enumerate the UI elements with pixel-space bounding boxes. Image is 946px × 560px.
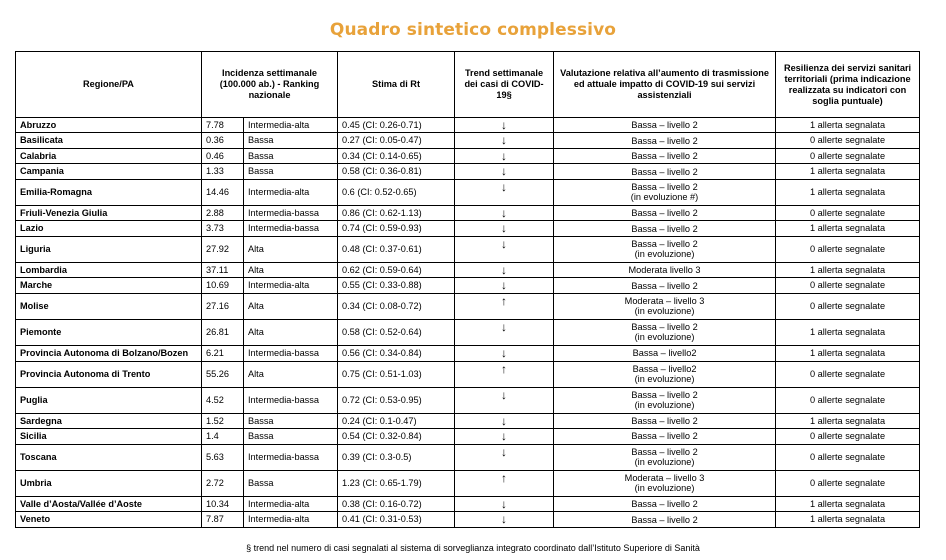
resilienza-cell: 0 allerte segnalate (776, 133, 920, 148)
rt-cell: 0.41 (CI: 0.31-0.53) (338, 512, 455, 528)
trend-arrow-icon: ↓ (455, 221, 554, 236)
valutazione-level: Bassa – livello 2 (631, 514, 698, 525)
page-title: Quadro sintetico complessivo (329, 20, 617, 40)
valutazione-cell (554, 387, 776, 413)
header-resilienza: Resilienza dei servizi sanitari territoriali (prima indicazione realizzata su indicatori con soglia puntuale) (776, 52, 920, 118)
valutazione-level: Bassa – livello2 (632, 364, 697, 375)
incidence-level-cell: Intermedia-alta (244, 118, 338, 133)
incidence-value-cell: 1.4 (202, 429, 244, 444)
incidence-value-cell: 5.63 (202, 444, 244, 470)
incidence-level-cell: Intermedia-bassa (244, 346, 338, 361)
valutazione-cell (554, 496, 776, 511)
resilienza-cell: 0 allerte segnalate (776, 236, 920, 262)
valutazione-note: (in evoluzione) (634, 374, 695, 385)
trend-arrow-icon: ↓ (455, 262, 554, 277)
valutazione-level: Bassa – livello 2 (631, 280, 698, 291)
resilienza-cell: 0 allerte segnalate (776, 293, 920, 319)
valutazione-cell (554, 470, 776, 496)
resilienza-cell: 0 allerte segnalate (776, 444, 920, 470)
valutazione-cell (554, 148, 776, 163)
rt-cell: 0.45 (CI: 0.26-0.71) (338, 118, 455, 133)
resilienza-cell: 0 allerte segnalate (776, 387, 920, 413)
valutazione-cell (554, 429, 776, 444)
region-cell: Provincia Autonoma di Trento (16, 361, 202, 387)
region-cell: Emilia-Romagna (16, 179, 202, 205)
resilienza-cell: 1 allerta segnalata (776, 512, 920, 528)
rt-cell: 0.86 (CI: 0.62-1.13) (338, 205, 455, 220)
incidence-level-cell: Alta (244, 236, 338, 262)
resilienza-cell: 1 allerta segnalata (776, 496, 920, 511)
footnote: § trend nel numero di casi segnalati al sistema di sorveglianza integrato coordinato dall’Istituto Superiore di Sanità (246, 543, 700, 553)
table-row (16, 205, 920, 220)
valutazione-level: Bassa – livello 2 (631, 499, 698, 510)
region-cell: Umbria (16, 470, 202, 496)
table-row (16, 133, 920, 148)
rt-cell: 0.74 (CI: 0.59-0.93) (338, 221, 455, 236)
trend-arrow-icon: ↓ (455, 444, 554, 470)
valutazione-cell (554, 346, 776, 361)
table-row (16, 278, 920, 293)
region-cell: Provincia Autonoma di Bolzano/Bozen (16, 346, 202, 361)
region-cell: Valle d’Aosta/Vallée d’Aoste (16, 496, 202, 511)
rt-cell: 0.72 (CI: 0.53-0.95) (338, 387, 455, 413)
valutazione-level: Bassa – livello 2 (631, 120, 698, 131)
region-cell: Sicilia (16, 429, 202, 444)
valutazione-level: Bassa – livello 2 (631, 151, 698, 162)
valutazione-note: (in evoluzione) (634, 306, 695, 317)
region-cell: Piemonte (16, 319, 202, 345)
incidence-level-cell: Bassa (244, 429, 338, 444)
resilienza-cell: 1 allerta segnalata (776, 413, 920, 428)
incidence-level-cell: Intermedia-bassa (244, 221, 338, 236)
rt-cell: 0.39 (CI: 0.3-0.5) (338, 444, 455, 470)
valutazione-level: Bassa – livello 2 (631, 416, 698, 426)
region-cell: Toscana (16, 444, 202, 470)
valutazione-level: Bassa – livello 2 (631, 431, 698, 442)
trend-arrow-icon: ↑ (455, 470, 554, 496)
summary-table (15, 51, 920, 528)
trend-arrow-icon: ↑ (455, 361, 554, 387)
valutazione-cell (554, 319, 776, 345)
rt-cell: 0.56 (CI: 0.34-0.84) (338, 346, 455, 361)
table-row (16, 429, 920, 444)
incidence-value-cell: 1.52 (202, 413, 244, 428)
region-cell: Liguria (16, 236, 202, 262)
valutazione-level: Bassa – livello 2 (631, 239, 698, 250)
incidence-level-cell: Alta (244, 262, 338, 277)
incidence-value-cell: 10.34 (202, 496, 244, 511)
trend-arrow-icon: ↓ (455, 512, 554, 528)
incidence-value-cell: 0.46 (202, 148, 244, 163)
trend-arrow-icon: ↓ (455, 179, 554, 205)
table-row (16, 179, 920, 205)
valutazione-cell (554, 361, 776, 387)
valutazione-cell (554, 236, 776, 262)
valutazione-note: (in evoluzione #) (630, 192, 699, 203)
table-row (16, 262, 920, 277)
valutazione-level: Bassa – livello 2 (631, 208, 698, 219)
resilienza-cell: 1 allerta segnalata (776, 319, 920, 345)
valutazione-cell (554, 512, 776, 528)
rt-cell: 0.48 (CI: 0.37-0.61) (338, 236, 455, 262)
resilienza-cell: 1 allerta segnalata (776, 221, 920, 236)
valutazione-note: (in evoluzione) (634, 400, 695, 411)
rt-cell: 0.75 (CI: 0.51-1.03) (338, 361, 455, 387)
valutazione-note: (in evoluzione) (634, 457, 695, 468)
rt-cell: 0.34 (CI: 0.08-0.72) (338, 293, 455, 319)
incidence-value-cell: 1.33 (202, 164, 244, 179)
incidence-level-cell: Alta (244, 319, 338, 345)
incidence-value-cell: 3.73 (202, 221, 244, 236)
table-row (16, 164, 920, 179)
valutazione-cell (554, 221, 776, 236)
valutazione-cell (554, 444, 776, 470)
table-row (16, 346, 920, 361)
table-row (16, 361, 920, 387)
resilienza-cell: 1 allerta segnalata (776, 179, 920, 205)
trend-arrow-icon: ↓ (455, 496, 554, 511)
valutazione-level: Bassa – livello2 (632, 348, 697, 359)
rt-cell: 0.54 (CI: 0.32-0.84) (338, 429, 455, 444)
table-row (16, 221, 920, 236)
trend-arrow-icon: ↓ (455, 148, 554, 163)
valutazione-level: Bassa – livello 2 (631, 182, 698, 193)
rt-cell: 0.38 (CI: 0.16-0.72) (338, 496, 455, 511)
incidence-level-cell: Bassa (244, 164, 338, 179)
region-cell: Campania (16, 164, 202, 179)
resilienza-cell: 0 allerte segnalate (776, 278, 920, 293)
resilienza-cell: 0 allerte segnalate (776, 361, 920, 387)
table-row (16, 148, 920, 163)
table-row (16, 512, 920, 528)
incidence-value-cell: 0.36 (202, 133, 244, 148)
incidence-value-cell: 27.92 (202, 236, 244, 262)
incidence-level-cell: Alta (244, 293, 338, 319)
table-row (16, 118, 920, 133)
rt-cell: 0.6 (CI: 0.52-0.65) (338, 179, 455, 205)
trend-arrow-icon: ↓ (455, 205, 554, 220)
rt-cell: 0.58 (CI: 0.36-0.81) (338, 164, 455, 179)
incidence-value-cell: 7.78 (202, 118, 244, 133)
table-row (16, 470, 920, 496)
valutazione-cell (554, 118, 776, 133)
table-row (16, 236, 920, 262)
resilienza-cell: 1 allerta segnalata (776, 164, 920, 179)
table-row (16, 387, 920, 413)
trend-arrow-icon: ↓ (455, 236, 554, 262)
region-cell: Molise (16, 293, 202, 319)
valutazione-cell (554, 278, 776, 293)
resilienza-cell: 1 allerta segnalata (776, 346, 920, 361)
valutazione-note: (in evoluzione) (634, 249, 695, 260)
incidence-level-cell: Intermedia-bassa (244, 387, 338, 413)
valutazione-level: Moderata livello 3 (628, 265, 701, 276)
valutazione-cell (554, 205, 776, 220)
resilienza-cell: 0 allerte segnalate (776, 205, 920, 220)
header-rt: Stima di Rt (338, 52, 455, 118)
trend-arrow-icon: ↓ (455, 346, 554, 361)
header-incidenza: Incidenza settimanale (100.000 ab.) - Ranking nazionale (202, 52, 338, 118)
trend-arrow-icon: ↑ (455, 293, 554, 319)
rt-cell: 0.34 (CI: 0.14-0.65) (338, 148, 455, 163)
rt-cell: 0.24 (CI: 0.1-0.47) (338, 413, 455, 428)
table-header-row (16, 52, 920, 118)
region-cell: Sardegna (16, 413, 202, 428)
valutazione-cell (554, 293, 776, 319)
resilienza-cell: 0 allerte segnalate (776, 429, 920, 444)
incidence-level-cell: Alta (244, 361, 338, 387)
region-cell: Abruzzo (16, 118, 202, 133)
incidence-value-cell: 26.81 (202, 319, 244, 345)
region-cell: Puglia (16, 387, 202, 413)
incidence-value-cell: 2.72 (202, 470, 244, 496)
valutazione-level: Bassa – livello 2 (631, 322, 698, 333)
incidence-value-cell: 6.21 (202, 346, 244, 361)
resilienza-cell: 1 allerta segnalata (776, 262, 920, 277)
incidence-level-cell: Intermedia-bassa (244, 444, 338, 470)
resilienza-cell: 1 allerta segnalata (776, 118, 920, 133)
valutazione-cell (554, 413, 776, 428)
trend-arrow-icon: ↓ (455, 387, 554, 413)
incidence-value-cell: 4.52 (202, 387, 244, 413)
table-row (16, 293, 920, 319)
table-row (16, 413, 920, 428)
trend-arrow-icon: ↓ (455, 413, 554, 428)
header-valutazione: Valutazione relativa all’aumento di trasmissione ed attuale impatto di COVID-19 sui servizi assistenziali (554, 52, 776, 118)
trend-arrow-icon: ↓ (455, 429, 554, 444)
rt-cell: 0.27 (CI: 0.05-0.47) (338, 133, 455, 148)
incidence-level-cell: Intermedia-alta (244, 512, 338, 528)
valutazione-level: Moderata – livello 3 (624, 473, 705, 484)
table-row (16, 496, 920, 511)
region-cell: Marche (16, 278, 202, 293)
valutazione-level: Bassa – livello 2 (631, 135, 698, 146)
incidence-level-cell: Bassa (244, 133, 338, 148)
incidence-value-cell: 37.11 (202, 262, 244, 277)
incidence-level-cell: Bassa (244, 470, 338, 496)
incidence-level-cell: Intermedia-alta (244, 496, 338, 511)
trend-arrow-icon: ↓ (455, 133, 554, 148)
trend-arrow-icon: ↓ (455, 164, 554, 179)
trend-arrow-icon: ↓ (455, 278, 554, 293)
valutazione-level: Bassa – livello 2 (631, 166, 698, 177)
header-regione: Regione/PA (16, 52, 202, 118)
valutazione-cell (554, 179, 776, 205)
valutazione-level: Bassa – livello 2 (631, 390, 698, 401)
rt-cell: 0.55 (CI: 0.33-0.88) (338, 278, 455, 293)
trend-arrow-icon: ↓ (455, 319, 554, 345)
rt-cell: 0.58 (CI: 0.52-0.64) (338, 319, 455, 345)
valutazione-cell (554, 262, 776, 277)
resilienza-cell: 0 allerte segnalate (776, 148, 920, 163)
incidence-level-cell: Bassa (244, 148, 338, 163)
incidence-level-cell: Bassa (244, 413, 338, 428)
incidence-value-cell: 2.88 (202, 205, 244, 220)
valutazione-note: (in evoluzione) (634, 483, 695, 494)
rt-cell: 0.62 (CI: 0.59-0.64) (338, 262, 455, 277)
region-cell: Veneto (16, 512, 202, 528)
resilienza-cell: 0 allerte segnalate (776, 470, 920, 496)
incidence-value-cell: 14.46 (202, 179, 244, 205)
table-row (16, 444, 920, 470)
table-row (16, 319, 920, 345)
valutazione-level: Bassa – livello 2 (631, 447, 698, 458)
valutazione-note: (in evoluzione) (634, 332, 695, 343)
incidence-level-cell: Intermedia-alta (244, 179, 338, 205)
region-cell: Lombardia (16, 262, 202, 277)
incidence-level-cell: Intermedia-bassa (244, 205, 338, 220)
region-cell: Friuli-Venezia Giulia (16, 205, 202, 220)
incidence-level-cell: Intermedia-alta (244, 278, 338, 293)
valutazione-level: Moderata – livello 3 (624, 296, 705, 307)
incidence-value-cell: 7.87 (202, 512, 244, 528)
valutazione-cell (554, 164, 776, 179)
region-cell: Calabria (16, 148, 202, 163)
region-cell: Basilicata (16, 133, 202, 148)
incidence-value-cell: 10.69 (202, 278, 244, 293)
valutazione-cell (554, 133, 776, 148)
incidence-value-cell: 27.16 (202, 293, 244, 319)
header-trend: Trend settimanale dei casi di COVID-19§ (455, 52, 554, 118)
region-cell: Lazio (16, 221, 202, 236)
trend-arrow-icon: ↓ (455, 118, 554, 133)
valutazione-level: Bassa – livello 2 (631, 223, 698, 234)
rt-cell: 1.23 (CI: 0.65-1.79) (338, 470, 455, 496)
incidence-value-cell: 55.26 (202, 361, 244, 387)
